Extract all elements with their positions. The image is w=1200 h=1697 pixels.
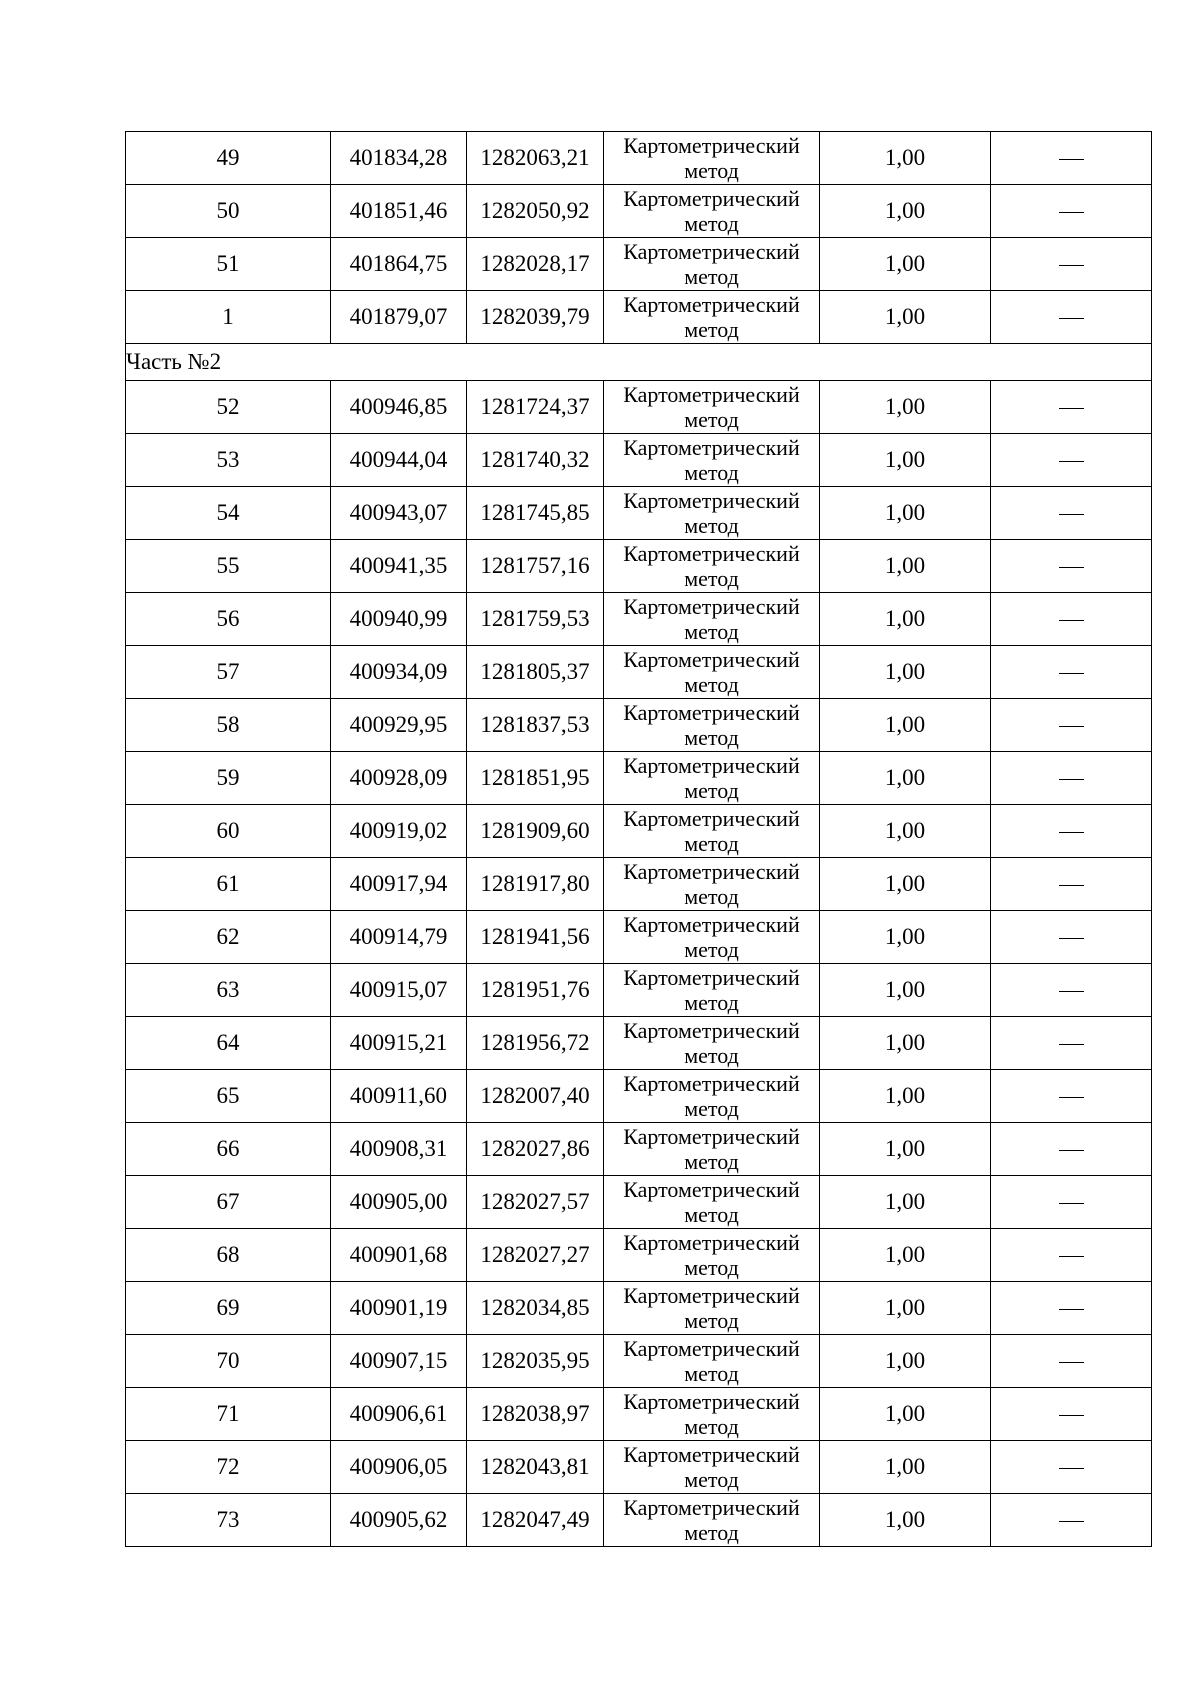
x-coordinate-cell: 400929,95 bbox=[331, 699, 467, 752]
y-coordinate-cell: 1281941,56 bbox=[467, 911, 604, 964]
method-cell: Картометрический метод bbox=[604, 1335, 820, 1388]
note-cell bbox=[991, 540, 1152, 593]
table-row bbox=[126, 487, 1152, 540]
x-coordinate-cell: 401879,07 bbox=[331, 291, 467, 344]
method-cell: Картометрический метод bbox=[604, 1176, 820, 1229]
point-number-cell: 51 bbox=[126, 238, 331, 291]
dash-mark bbox=[1059, 1468, 1084, 1469]
method-cell: Картометрический метод bbox=[604, 805, 820, 858]
accuracy-cell: 1,00 bbox=[820, 238, 991, 291]
table-row bbox=[126, 964, 1152, 1017]
accuracy-cell: 1,00 bbox=[820, 1229, 991, 1282]
point-number-cell: 65 bbox=[126, 1070, 331, 1123]
table-row bbox=[126, 646, 1152, 699]
table-row bbox=[126, 699, 1152, 752]
note-cell bbox=[991, 805, 1152, 858]
method-cell: Картометрический метод bbox=[604, 1070, 820, 1123]
table-row bbox=[126, 1176, 1152, 1229]
y-coordinate-cell: 1282027,57 bbox=[467, 1176, 604, 1229]
note-cell bbox=[991, 699, 1152, 752]
note-cell bbox=[991, 381, 1152, 434]
section-row bbox=[126, 344, 1152, 381]
y-coordinate-cell: 1281917,80 bbox=[467, 858, 604, 911]
table-row bbox=[126, 132, 1152, 185]
x-coordinate-cell: 400917,94 bbox=[331, 858, 467, 911]
x-coordinate-cell: 400914,79 bbox=[331, 911, 467, 964]
dash-mark bbox=[1059, 779, 1084, 780]
point-number-cell: 69 bbox=[126, 1282, 331, 1335]
table-row bbox=[126, 1229, 1152, 1282]
accuracy-cell: 1,00 bbox=[820, 434, 991, 487]
table-row bbox=[126, 593, 1152, 646]
method-cell: Картометрический метод bbox=[604, 699, 820, 752]
x-coordinate-cell: 400944,04 bbox=[331, 434, 467, 487]
point-number-cell: 49 bbox=[126, 132, 331, 185]
y-coordinate-cell: 1282027,86 bbox=[467, 1123, 604, 1176]
dash-mark bbox=[1059, 159, 1084, 160]
table-row bbox=[126, 1388, 1152, 1441]
accuracy-cell: 1,00 bbox=[820, 1282, 991, 1335]
point-number-cell: 68 bbox=[126, 1229, 331, 1282]
dash-mark bbox=[1059, 1044, 1084, 1045]
dash-mark bbox=[1059, 832, 1084, 833]
point-number-cell: 54 bbox=[126, 487, 331, 540]
y-coordinate-cell: 1282039,79 bbox=[467, 291, 604, 344]
y-coordinate-cell: 1282063,21 bbox=[467, 132, 604, 185]
point-number-cell: 57 bbox=[126, 646, 331, 699]
dash-mark bbox=[1059, 461, 1084, 462]
method-cell: Картометрический метод bbox=[604, 185, 820, 238]
x-coordinate-cell: 400901,68 bbox=[331, 1229, 467, 1282]
accuracy-cell: 1,00 bbox=[820, 540, 991, 593]
note-cell bbox=[991, 238, 1152, 291]
dash-mark bbox=[1059, 1415, 1084, 1416]
accuracy-cell: 1,00 bbox=[820, 381, 991, 434]
point-number-cell: 63 bbox=[126, 964, 331, 1017]
table-row bbox=[126, 1123, 1152, 1176]
dash-mark bbox=[1059, 1150, 1084, 1151]
x-coordinate-cell: 400911,60 bbox=[331, 1070, 467, 1123]
method-cell: Картометрический метод bbox=[604, 540, 820, 593]
table-row bbox=[126, 1282, 1152, 1335]
accuracy-cell: 1,00 bbox=[820, 699, 991, 752]
note-cell bbox=[991, 1388, 1152, 1441]
point-number-cell: 71 bbox=[126, 1388, 331, 1441]
table-row bbox=[126, 858, 1152, 911]
point-number-cell: 53 bbox=[126, 434, 331, 487]
method-cell: Картометрический метод bbox=[604, 1017, 820, 1070]
note-cell bbox=[991, 1335, 1152, 1388]
point-number-cell: 60 bbox=[126, 805, 331, 858]
x-coordinate-cell: 400915,21 bbox=[331, 1017, 467, 1070]
y-coordinate-cell: 1282038,97 bbox=[467, 1388, 604, 1441]
accuracy-cell: 1,00 bbox=[820, 964, 991, 1017]
accuracy-cell: 1,00 bbox=[820, 1176, 991, 1229]
accuracy-cell: 1,00 bbox=[820, 646, 991, 699]
accuracy-cell: 1,00 bbox=[820, 593, 991, 646]
method-cell: Картометрический метод bbox=[604, 593, 820, 646]
x-coordinate-cell: 401834,28 bbox=[331, 132, 467, 185]
note-cell bbox=[991, 1070, 1152, 1123]
dash-mark bbox=[1059, 1521, 1084, 1522]
dash-mark bbox=[1059, 726, 1084, 727]
x-coordinate-cell: 400905,00 bbox=[331, 1176, 467, 1229]
note-cell bbox=[991, 964, 1152, 1017]
x-coordinate-cell: 400919,02 bbox=[331, 805, 467, 858]
y-coordinate-cell: 1282050,92 bbox=[467, 185, 604, 238]
method-cell: Картометрический метод bbox=[604, 434, 820, 487]
dash-mark bbox=[1059, 212, 1084, 213]
table-body bbox=[126, 132, 1152, 1547]
dash-mark bbox=[1059, 673, 1084, 674]
dash-mark bbox=[1059, 318, 1084, 319]
x-coordinate-cell: 400943,07 bbox=[331, 487, 467, 540]
dash-mark bbox=[1059, 567, 1084, 568]
y-coordinate-cell: 1282047,49 bbox=[467, 1494, 604, 1547]
x-coordinate-cell: 400928,09 bbox=[331, 752, 467, 805]
method-cell: Картометрический метод bbox=[604, 1123, 820, 1176]
method-cell: Картометрический метод bbox=[604, 1494, 820, 1547]
method-cell: Картометрический метод bbox=[604, 964, 820, 1017]
table-row bbox=[126, 185, 1152, 238]
y-coordinate-cell: 1282028,17 bbox=[467, 238, 604, 291]
dash-mark bbox=[1059, 1203, 1084, 1204]
point-number-cell: 58 bbox=[126, 699, 331, 752]
y-coordinate-cell: 1281951,76 bbox=[467, 964, 604, 1017]
y-coordinate-cell: 1282043,81 bbox=[467, 1441, 604, 1494]
method-cell: Картометрический метод bbox=[604, 911, 820, 964]
point-number-cell: 64 bbox=[126, 1017, 331, 1070]
y-coordinate-cell: 1281851,95 bbox=[467, 752, 604, 805]
y-coordinate-cell: 1282007,40 bbox=[467, 1070, 604, 1123]
note-cell bbox=[991, 1441, 1152, 1494]
table-row bbox=[126, 911, 1152, 964]
x-coordinate-cell: 400941,35 bbox=[331, 540, 467, 593]
point-number-cell: 56 bbox=[126, 593, 331, 646]
table-row bbox=[126, 1494, 1152, 1547]
note-cell bbox=[991, 752, 1152, 805]
accuracy-cell: 1,00 bbox=[820, 1335, 991, 1388]
dash-mark bbox=[1059, 1362, 1084, 1363]
accuracy-cell: 1,00 bbox=[820, 1441, 991, 1494]
method-cell: Картометрический метод bbox=[604, 487, 820, 540]
method-cell: Картометрический метод bbox=[604, 291, 820, 344]
y-coordinate-cell: 1281757,16 bbox=[467, 540, 604, 593]
note-cell bbox=[991, 911, 1152, 964]
point-number-cell: 55 bbox=[126, 540, 331, 593]
table-row bbox=[126, 381, 1152, 434]
dash-mark bbox=[1059, 1309, 1084, 1310]
note-cell bbox=[991, 646, 1152, 699]
note-cell bbox=[991, 434, 1152, 487]
method-cell: Картометрический метод bbox=[604, 858, 820, 911]
point-number-cell: 70 bbox=[126, 1335, 331, 1388]
y-coordinate-cell: 1281956,72 bbox=[467, 1017, 604, 1070]
dash-mark bbox=[1059, 991, 1084, 992]
table-row bbox=[126, 805, 1152, 858]
accuracy-cell: 1,00 bbox=[820, 487, 991, 540]
section-label: Часть №2 bbox=[126, 344, 1152, 381]
y-coordinate-cell: 1281805,37 bbox=[467, 646, 604, 699]
accuracy-cell: 1,00 bbox=[820, 1070, 991, 1123]
accuracy-cell: 1,00 bbox=[820, 911, 991, 964]
accuracy-cell: 1,00 bbox=[820, 132, 991, 185]
note-cell bbox=[991, 1176, 1152, 1229]
x-coordinate-cell: 400907,15 bbox=[331, 1335, 467, 1388]
method-cell: Картометрический метод bbox=[604, 1388, 820, 1441]
accuracy-cell: 1,00 bbox=[820, 185, 991, 238]
note-cell bbox=[991, 1017, 1152, 1070]
method-cell: Картометрический метод bbox=[604, 238, 820, 291]
note-cell bbox=[991, 185, 1152, 238]
dash-mark bbox=[1059, 265, 1084, 266]
point-number-cell: 67 bbox=[126, 1176, 331, 1229]
note-cell bbox=[991, 1282, 1152, 1335]
table-row bbox=[126, 1017, 1152, 1070]
x-coordinate-cell: 400934,09 bbox=[331, 646, 467, 699]
dash-mark bbox=[1059, 1256, 1084, 1257]
method-cell: Картометрический метод bbox=[604, 1441, 820, 1494]
point-number-cell: 61 bbox=[126, 858, 331, 911]
accuracy-cell: 1,00 bbox=[820, 1123, 991, 1176]
y-coordinate-cell: 1281745,85 bbox=[467, 487, 604, 540]
method-cell: Картометрический метод bbox=[604, 381, 820, 434]
note-cell bbox=[991, 858, 1152, 911]
table-row bbox=[126, 1070, 1152, 1123]
x-coordinate-cell: 400915,07 bbox=[331, 964, 467, 1017]
note-cell bbox=[991, 593, 1152, 646]
table-row bbox=[126, 434, 1152, 487]
note-cell bbox=[991, 487, 1152, 540]
x-coordinate-cell: 400946,85 bbox=[331, 381, 467, 434]
table-row bbox=[126, 238, 1152, 291]
method-cell: Картометрический метод bbox=[604, 1229, 820, 1282]
method-cell: Картометрический метод bbox=[604, 132, 820, 185]
dash-mark bbox=[1059, 885, 1084, 886]
dash-mark bbox=[1059, 1097, 1084, 1098]
table-row bbox=[126, 291, 1152, 344]
accuracy-cell: 1,00 bbox=[820, 858, 991, 911]
y-coordinate-cell: 1281724,37 bbox=[467, 381, 604, 434]
y-coordinate-cell: 1282034,85 bbox=[467, 1282, 604, 1335]
point-number-cell: 50 bbox=[126, 185, 331, 238]
method-cell: Картометрический метод bbox=[604, 752, 820, 805]
point-number-cell: 1 bbox=[126, 291, 331, 344]
table-row bbox=[126, 540, 1152, 593]
table-row bbox=[126, 1335, 1152, 1388]
note-cell bbox=[991, 1123, 1152, 1176]
accuracy-cell: 1,00 bbox=[820, 752, 991, 805]
point-number-cell: 72 bbox=[126, 1441, 331, 1494]
point-number-cell: 52 bbox=[126, 381, 331, 434]
x-coordinate-cell: 401851,46 bbox=[331, 185, 467, 238]
y-coordinate-cell: 1281740,32 bbox=[467, 434, 604, 487]
accuracy-cell: 1,00 bbox=[820, 291, 991, 344]
table-row bbox=[126, 1441, 1152, 1494]
dash-mark bbox=[1059, 408, 1084, 409]
dash-mark bbox=[1059, 938, 1084, 939]
point-number-cell: 59 bbox=[126, 752, 331, 805]
point-number-cell: 66 bbox=[126, 1123, 331, 1176]
accuracy-cell: 1,00 bbox=[820, 1494, 991, 1547]
point-number-cell: 73 bbox=[126, 1494, 331, 1547]
dash-mark bbox=[1059, 514, 1084, 515]
x-coordinate-cell: 400906,05 bbox=[331, 1441, 467, 1494]
x-coordinate-cell: 400906,61 bbox=[331, 1388, 467, 1441]
x-coordinate-cell: 401864,75 bbox=[331, 238, 467, 291]
accuracy-cell: 1,00 bbox=[820, 1017, 991, 1070]
note-cell bbox=[991, 132, 1152, 185]
point-number-cell: 62 bbox=[126, 911, 331, 964]
y-coordinate-cell: 1281759,53 bbox=[467, 593, 604, 646]
x-coordinate-cell: 400940,99 bbox=[331, 593, 467, 646]
x-coordinate-cell: 400901,19 bbox=[331, 1282, 467, 1335]
note-cell bbox=[991, 1494, 1152, 1547]
table-row bbox=[126, 752, 1152, 805]
accuracy-cell: 1,00 bbox=[820, 1388, 991, 1441]
x-coordinate-cell: 400908,31 bbox=[331, 1123, 467, 1176]
dash-mark bbox=[1059, 620, 1084, 621]
y-coordinate-cell: 1282027,27 bbox=[467, 1229, 604, 1282]
x-coordinate-cell: 400905,62 bbox=[331, 1494, 467, 1547]
note-cell bbox=[991, 1229, 1152, 1282]
y-coordinate-cell: 1281909,60 bbox=[467, 805, 604, 858]
method-cell: Картометрический метод bbox=[604, 1282, 820, 1335]
y-coordinate-cell: 1281837,53 bbox=[467, 699, 604, 752]
method-cell: Картометрический метод bbox=[604, 646, 820, 699]
accuracy-cell: 1,00 bbox=[820, 805, 991, 858]
coordinates-table bbox=[125, 131, 1152, 1547]
y-coordinate-cell: 1282035,95 bbox=[467, 1335, 604, 1388]
note-cell bbox=[991, 291, 1152, 344]
